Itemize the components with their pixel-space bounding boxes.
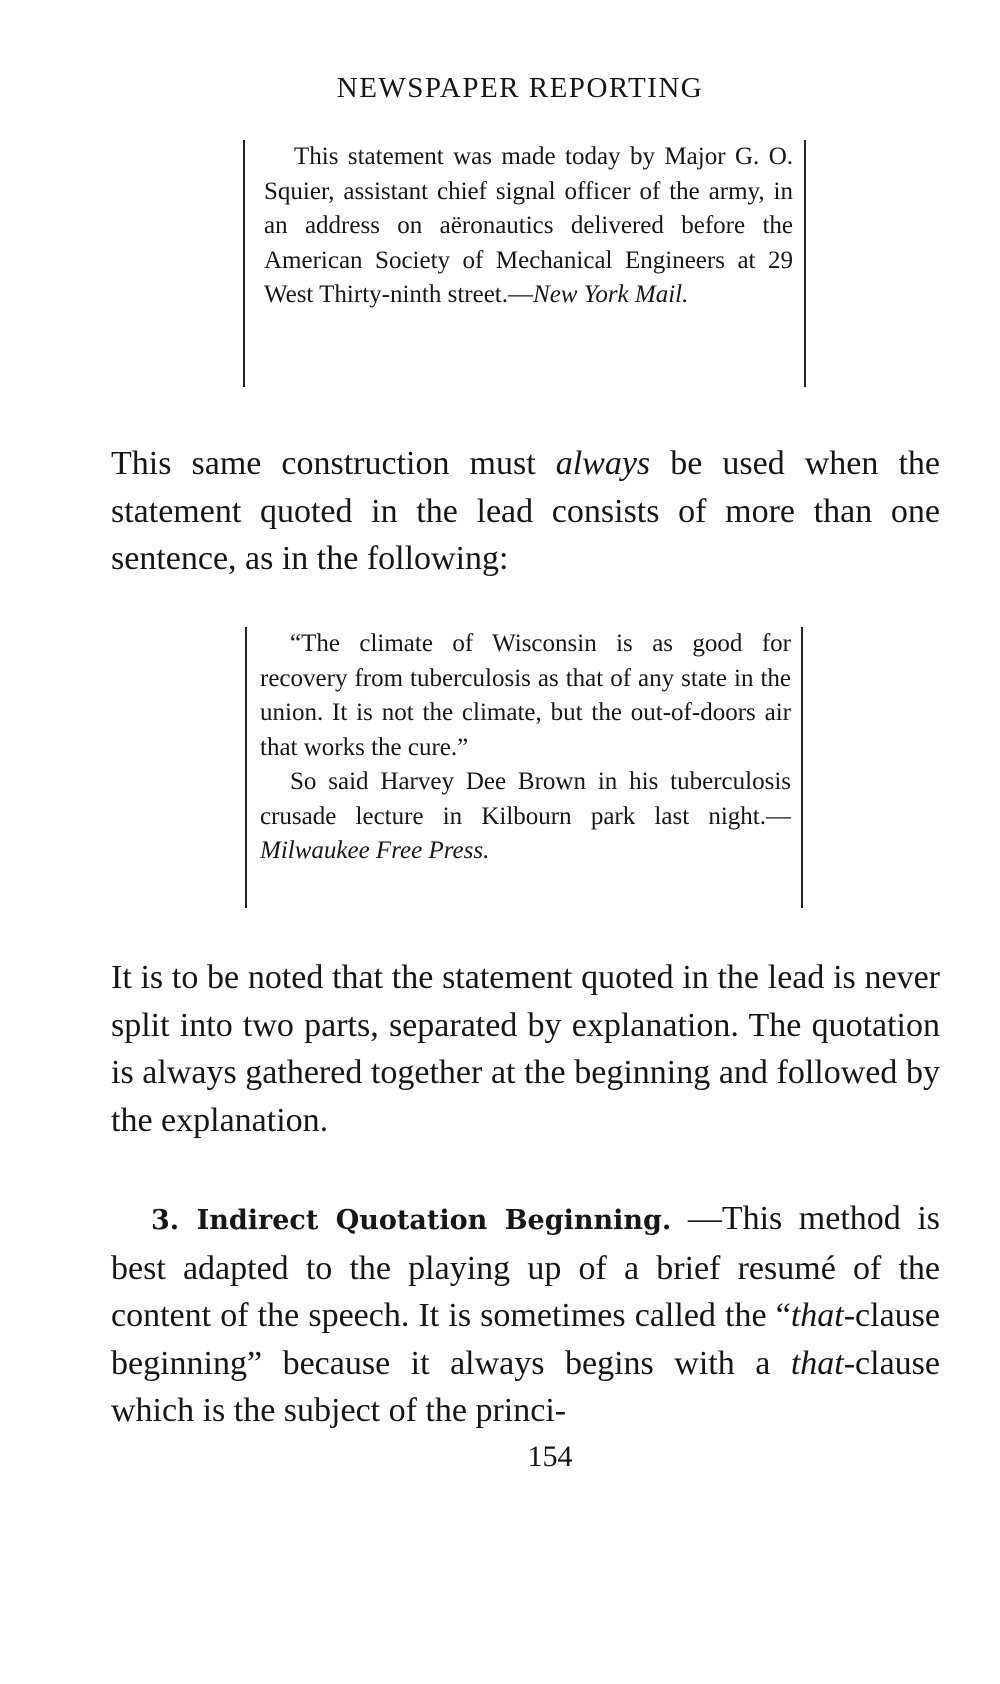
emphasis: that (790, 1344, 844, 1382)
quote-text: This statement was made today by Major G. O. Squier, assistant chief signal officer of the army, in an address on aëronautics delivered before the American Society of Mechanical Engineers at 29 West Thirty-ninth street.— (264, 143, 793, 308)
text-run: be used when the statement quoted in the lead consists of more than one sentence, as in the following: (111, 445, 940, 577)
quote-paragraph (264, 140, 793, 313)
text-run: —This method is best adapted to the playing up of a brief resumé of the content of the speech. It is sometimes called the “ (111, 1200, 941, 1334)
emphasis: that (790, 1297, 844, 1334)
quote-paragraph-a: “The climate of Wisconsin is as good for recovery from tuberculosis as that of any state in the union. It is not the climate, but the out-of-doors air that works the cure.” (260, 630, 791, 761)
text-run: -clause beginning” because it always begins with a (111, 1297, 940, 1382)
body-paragraph-3 (111, 1195, 940, 1435)
running-head: NEWSPAPER REPORTING (336, 72, 704, 104)
emphasis: always (555, 445, 651, 482)
quote-source: Milwaukee Free Press. (260, 837, 490, 864)
quoted-example-2 (245, 627, 803, 908)
page-number: 154 (527, 1440, 573, 1473)
body-paragraph-1 (111, 440, 940, 583)
text-run: This same construction must (111, 445, 556, 482)
section-heading: 3. Indirect Quotation Beginning. (151, 1205, 672, 1236)
text-run: -clause which is the subject of the princi- (111, 1344, 940, 1429)
quote-paragraph-b (260, 765, 791, 869)
body-paragraph-2: It is to be noted that the statement quoted in the lead is never split into two parts, separated by explanation. The quotation is always gathered together at the beginning and followed by the explanation. (111, 959, 940, 1139)
quote-source: New York Mail. (533, 281, 689, 308)
quoted-example-1 (243, 140, 806, 387)
quote-text: So said Harvey Dee Brown in his tuberculosis crusade lecture in Kilbourn park last night.— (260, 768, 791, 830)
